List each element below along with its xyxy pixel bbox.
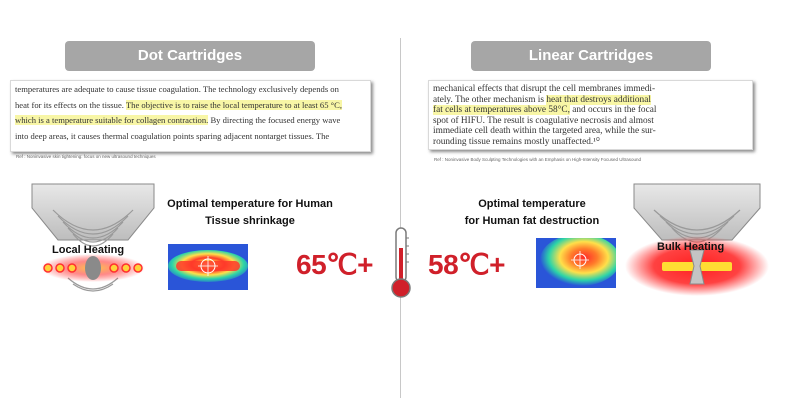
- right-caption: [432, 196, 632, 230]
- excerpt-line: ately. The other mechanism is heat that destroys additional: [433, 94, 651, 105]
- caption-line: for Human fat destruction: [464, 215, 600, 227]
- left-caption: [150, 196, 350, 230]
- caption-line: Optimal temperature for Human: [167, 198, 333, 210]
- transducer-icon: [622, 180, 772, 300]
- left-excerpt: [10, 80, 371, 152]
- excerpt-line: which is a temperature suitable for collagen contraction. By directing the focused energy wave: [15, 115, 341, 125]
- excerpt-line: temperatures are adequate to cause tissue coagulation. The technology exclusively depends on: [15, 84, 339, 94]
- bulk-heating-label: Bulk Heating: [657, 241, 725, 253]
- local-heating-label: Local Heating: [52, 244, 125, 256]
- excerpt-line: mechanical effects that disrupt the cell membranes immedi-: [433, 84, 656, 94]
- excerpt-line: fat cells at temperatures above 58°C, and occurs in the focal: [433, 105, 657, 116]
- right-reference: Ref : Noninvasive Body Sculpting Technologies with an Emphasis on High-Intensity Focused Ultrasound: [434, 157, 642, 162]
- thermal-image: [536, 238, 616, 288]
- thermal-image: [168, 244, 248, 290]
- excerpt-line: heat for its effects on the tissue. The objective is to raise the local temperature to at least 65 °C,: [15, 99, 342, 110]
- excerpt-line: spot of HIFU. The result is coagulative necrosis and almost: [433, 115, 654, 126]
- excerpt-line: into deep areas, it causes thermal coagulation points sparing adjacent nontarget tissues. The: [15, 130, 330, 141]
- center-divider: [400, 38, 401, 398]
- caption-line: Optimal temperature: [478, 198, 586, 210]
- transducer-icon: [28, 180, 158, 300]
- left-reference: Ref : Noninvasive skin tightening: focus on new ultrasound techniques: [16, 154, 156, 159]
- temperature-58: 58℃+: [428, 249, 505, 280]
- temperature-65: 65℃+: [296, 249, 373, 280]
- thermometer-icon: [388, 226, 414, 300]
- linear-cartridges-title: Linear Cartridges: [471, 41, 711, 71]
- right-excerpt: [428, 80, 753, 150]
- excerpt-line: immediate cell death within the targeted area, while the sur-: [433, 126, 656, 137]
- excerpt-line: rounding tissue remains mostly unaffected.¹⁰: [433, 136, 600, 147]
- caption-line: Tissue shrinkage: [205, 215, 295, 227]
- dot-cartridges-title: Dot Cartridges: [65, 41, 315, 71]
